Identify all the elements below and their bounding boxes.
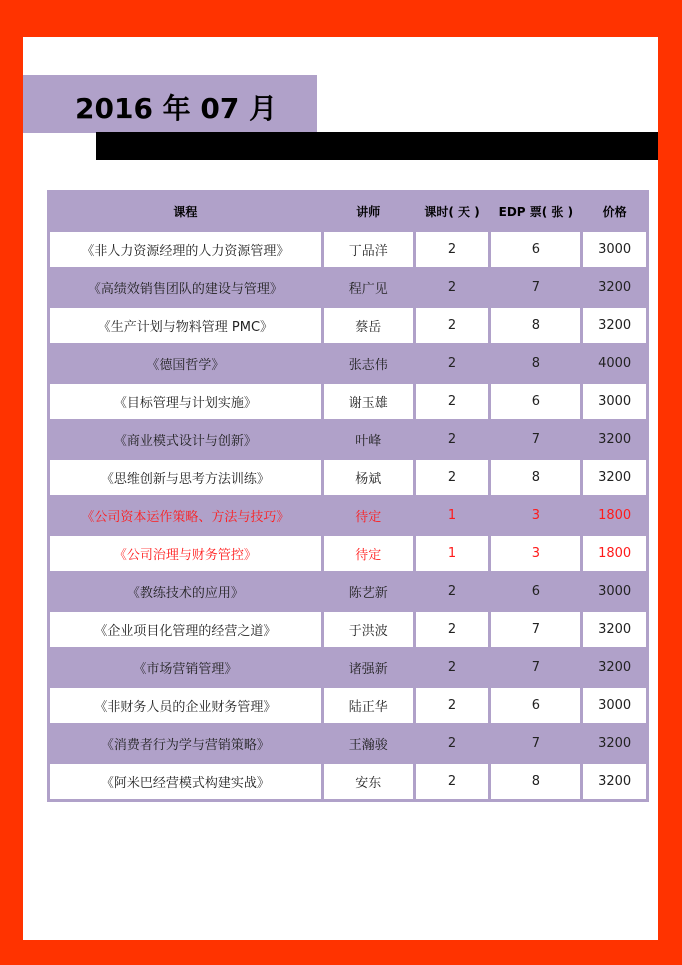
cell-days: 2	[447, 280, 457, 295]
cell-price: 3000	[583, 688, 646, 723]
cell-teacher: 杨斌	[324, 460, 413, 495]
cell-course: 《目标管理与计划实施》	[50, 384, 321, 419]
cell-days: 2	[416, 384, 489, 419]
cell-course: 《市场营销管理》	[133, 662, 238, 677]
cell-tickets: 8	[491, 460, 580, 495]
cell-course: 《生产计划与物料管理 PMC》	[50, 308, 321, 343]
cell-tickets: 7	[531, 432, 541, 447]
cell-teacher: 蔡岳	[324, 308, 413, 343]
table-row	[50, 308, 646, 343]
table-row	[50, 422, 646, 457]
cell-days: 2	[447, 584, 457, 599]
cell-price: 3200	[583, 764, 646, 799]
cell-tickets: 6	[491, 688, 580, 723]
cell-course: 《公司资本运作策略、方法与技巧》	[81, 510, 290, 525]
cell-course: 《德国哲学》	[146, 358, 225, 373]
cell-teacher: 程广见	[348, 282, 388, 297]
course-table	[47, 190, 649, 802]
cell-days: 2	[447, 432, 457, 447]
decorative-bar	[96, 132, 658, 160]
cell-price: 3200	[583, 460, 646, 495]
cell-days: 2	[416, 612, 489, 647]
table-row	[50, 346, 646, 381]
cell-teacher: 丁品洋	[324, 232, 413, 267]
header-price: 价格	[602, 204, 627, 219]
table-row	[50, 726, 646, 761]
cell-teacher: 待定	[324, 536, 413, 571]
table-row	[50, 612, 646, 647]
cell-tickets: 3	[531, 508, 541, 523]
title-banner	[23, 75, 317, 133]
table-row	[50, 384, 646, 419]
cell-teacher: 谢玉雄	[324, 384, 413, 419]
cell-course: 《教练技术的应用》	[126, 586, 244, 601]
cell-days: 2	[416, 308, 489, 343]
cell-course: 《非财务人员的企业财务管理》	[50, 688, 321, 723]
cell-tickets: 8	[491, 308, 580, 343]
cell-teacher: 叶峰	[355, 434, 382, 449]
cell-tickets: 6	[491, 232, 580, 267]
cell-days: 2	[416, 460, 489, 495]
cell-days: 2	[447, 736, 457, 751]
cell-days: 2	[416, 232, 489, 267]
cell-price: 3000	[583, 384, 646, 419]
cell-price: 4000	[598, 356, 632, 371]
table-row	[50, 536, 646, 571]
cell-teacher: 张志伟	[348, 358, 388, 373]
page-title: 2016 年 07 月	[75, 92, 278, 125]
header-days: 课时( 天 )	[424, 204, 480, 219]
cell-tickets: 7	[531, 660, 541, 675]
cell-tickets: 7	[531, 280, 541, 295]
cell-price: 3200	[598, 280, 632, 295]
cell-days: 1	[416, 536, 489, 571]
cell-course: 《高绩效销售团队的建设与管理》	[87, 282, 283, 297]
cell-days: 2	[416, 764, 489, 799]
page-sheet	[23, 37, 658, 940]
cell-teacher: 陈艺新	[348, 586, 388, 601]
header-teacher: 讲师	[356, 204, 381, 219]
cell-tickets: 7	[531, 736, 541, 751]
cell-teacher: 陆正华	[324, 688, 413, 723]
cell-tickets: 3	[491, 536, 580, 571]
cell-course: 《阿米巴经营模式构建实战》	[50, 764, 321, 799]
table-header-row	[50, 193, 646, 229]
table-row	[50, 574, 646, 609]
cell-teacher: 于洪波	[324, 612, 413, 647]
header-tickets: EDP 票( 张 )	[498, 204, 574, 219]
table-row	[50, 650, 646, 685]
cell-tickets: 6	[491, 384, 580, 419]
cell-price: 1800	[598, 508, 632, 523]
cell-course: 《公司治理与财务管控》	[50, 536, 321, 571]
cell-course: 《消费者行为学与营销策略》	[100, 738, 270, 753]
cell-teacher: 诸强新	[348, 662, 388, 677]
table-row	[50, 688, 646, 723]
cell-days: 2	[447, 356, 457, 371]
cell-course: 《非人力资源经理的人力资源管理》	[50, 232, 321, 267]
cell-price: 3000	[598, 584, 632, 599]
cell-tickets: 8	[491, 764, 580, 799]
cell-teacher: 安东	[324, 764, 413, 799]
table-row	[50, 764, 646, 799]
table-row	[50, 498, 646, 533]
cell-tickets: 8	[531, 356, 541, 371]
cell-price: 3200	[583, 308, 646, 343]
cell-teacher: 王瀚骏	[348, 738, 388, 753]
cell-price: 3200	[598, 432, 632, 447]
cell-teacher: 待定	[355, 510, 382, 525]
cell-course: 《思维创新与思考方法训练》	[50, 460, 321, 495]
cell-price: 3000	[583, 232, 646, 267]
cell-price: 3200	[598, 736, 632, 751]
cell-price: 3200	[598, 660, 632, 675]
cell-course: 《企业项目化管理的经营之道》	[50, 612, 321, 647]
cell-price: 1800	[583, 536, 646, 571]
cell-days: 2	[447, 660, 457, 675]
cell-days: 2	[416, 688, 489, 723]
table-row	[50, 460, 646, 495]
table-row	[50, 232, 646, 267]
cell-tickets: 6	[531, 584, 541, 599]
header-course: 课程	[173, 204, 198, 219]
cell-tickets: 7	[491, 612, 580, 647]
cell-course: 《商业模式设计与创新》	[113, 434, 257, 449]
table-row	[50, 270, 646, 305]
cell-price: 3200	[583, 612, 646, 647]
cell-days: 1	[447, 508, 457, 523]
